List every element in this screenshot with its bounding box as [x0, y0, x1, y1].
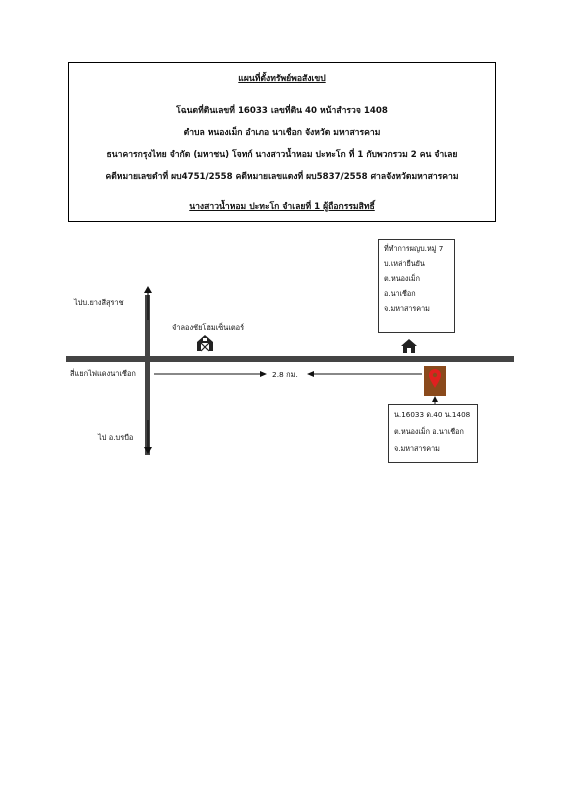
case-line: คดีหมายเลขดำที่ ผบ4751/2558 คดีหมายเลขแดงที่ ผบ5837/2558 ศาลจังหวัดมหาสารคาม [105, 172, 459, 182]
north-label: ไปบ.ยางสีสุราช [74, 298, 124, 307]
south-arrow-icon [141, 420, 155, 454]
main-road [66, 356, 514, 362]
house-icon [400, 338, 418, 354]
property-line: น.16033 ด.40 น.1408 [394, 410, 471, 419]
north-arrow-icon [141, 286, 155, 322]
south-label: ไป อ.บรบือ [98, 433, 134, 442]
landmark-label: จำลองชัยโฮมเซ็นเตอร์ [172, 323, 245, 332]
owner-line: นางสาวน้ำหอม ปะทะโก จำเลยที่ 1 ผู้ถือกรรมสิทธิ์ [189, 202, 375, 212]
office-line: ต.หนองเม็ก [384, 274, 420, 283]
barn-icon [195, 334, 215, 352]
office-info-box [378, 239, 455, 333]
header-box [68, 62, 496, 222]
property-info-box [388, 404, 478, 463]
office-line: บ.เหล่ายืนยัน [384, 259, 425, 268]
west-label: สี่แยกไฟแดงนาเชือก [70, 369, 136, 378]
property-line: ต.หนองเม็ก อ.นาเชือก [394, 427, 464, 436]
office-line: อ.นาเชือก [384, 289, 416, 298]
office-line: ที่ทำการผญบ.หมู่ 7 [384, 244, 444, 253]
bank-line: ธนาคารกรุงไทย จำกัด (มหาชน) โจทก์ นางสาวน้ำหอม ปะทะโก ที่ 1 กับพวกรวม 2 คน จำเลย [106, 150, 458, 160]
location-pin-icon [428, 369, 442, 389]
office-line: จ.มหาสารคาม [384, 304, 430, 313]
deed-line: โฉนดที่ดินเลขที่ 16033 เลขที่ดิน 40 หน้าสำรวจ 1408 [176, 106, 388, 116]
property-line: จ.มหาสารคาม [394, 444, 440, 453]
distance-label: 2.8 กม. [272, 370, 298, 379]
map-title: แผนที่ตั้งทรัพย์พอสังเขป [238, 74, 326, 84]
location-line: ตำบล หนองเม็ก อำเภอ นาเชือก จังหวัด มหาสารคาม [183, 128, 381, 138]
